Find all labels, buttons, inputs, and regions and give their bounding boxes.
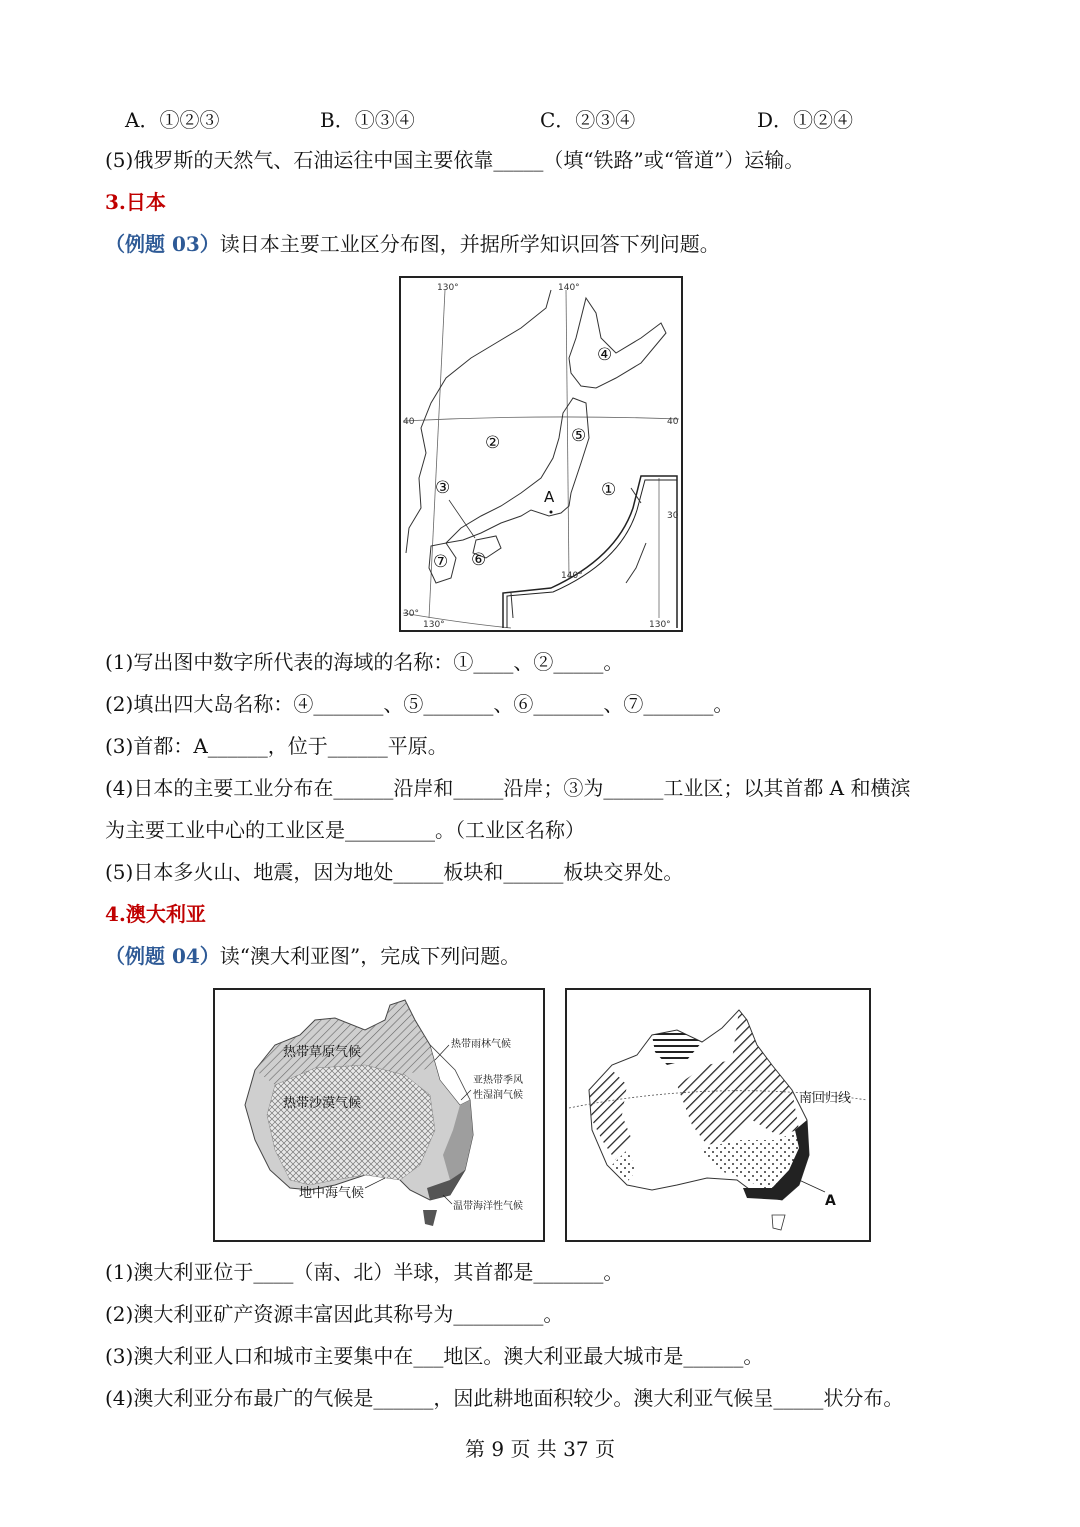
page-footer: 第 9 页 共 37 页 bbox=[465, 1437, 615, 1461]
label-savanna: 热带草原气候 bbox=[283, 1045, 362, 1060]
label-subtropical-1: 亚热带季风 bbox=[473, 1075, 523, 1086]
svg-text:140°: 140° bbox=[558, 283, 580, 293]
svg-text:⑦: ⑦ bbox=[433, 552, 449, 572]
question-russia-5: (5)俄罗斯的天然气、石油运往中国主要依靠_____（填“铁路”或“管道”）运输。 bbox=[105, 148, 805, 172]
label-maritime: 温带海洋性气候 bbox=[453, 1201, 523, 1212]
svg-text:140°: 140° bbox=[561, 571, 583, 581]
svg-text:130°: 130° bbox=[437, 283, 459, 293]
example-text: 读“澳大利亚图”，完成下列问题。 bbox=[219, 944, 521, 968]
section-title-australia: 4.澳大利亚 bbox=[105, 902, 206, 926]
option-a: A．①②③ bbox=[125, 108, 220, 132]
example-tag: （例题 03） bbox=[105, 232, 220, 256]
label-mediterranean: 地中海气候 bbox=[299, 1186, 365, 1201]
svg-text:130°: 130° bbox=[423, 620, 445, 630]
option-c: C．②③④ bbox=[540, 108, 636, 132]
japan-q2: (2)填出四大岛名称：④_______、⑤_______、⑥_______、⑦_______。 bbox=[105, 692, 734, 716]
point-a-label: A bbox=[825, 1193, 836, 1209]
example-tag: （例题 04） bbox=[105, 944, 220, 968]
aus-q3: (3)澳大利亚人口和城市主要集中在___地区。澳大利亚最大城市是______。 bbox=[105, 1344, 764, 1368]
example-03 bbox=[105, 230, 720, 258]
example-04 bbox=[105, 942, 520, 970]
japan-map bbox=[399, 276, 683, 632]
svg-text:⑥: ⑥ bbox=[471, 550, 487, 570]
japan-q4: (4)日本的主要工业分布在______沿岸和_____沿岸；③为______工业区；以其首都 A 和横滨 bbox=[105, 776, 911, 800]
japan-q3: (3)首都：A______，位于______平原。 bbox=[105, 734, 448, 758]
tropic-label: 南回归线 bbox=[799, 1091, 852, 1106]
svg-text:40: 40 bbox=[667, 417, 679, 427]
label-desert: 热带沙漠气候 bbox=[283, 1096, 362, 1111]
svg-text:④: ④ bbox=[597, 345, 613, 365]
svg-text:40: 40 bbox=[403, 417, 415, 427]
svg-text:30: 30 bbox=[667, 511, 679, 521]
aus-q4: (4)澳大利亚分布最广的气候是______，因此耕地面积较少。澳大利亚气候呈_____状分布。 bbox=[105, 1386, 904, 1410]
svg-text:③: ③ bbox=[435, 478, 451, 498]
svg-text:②: ② bbox=[485, 433, 501, 453]
label-subtropical-2: 性湿润气候 bbox=[473, 1090, 523, 1101]
svg-text:30°: 30° bbox=[403, 609, 419, 619]
section-title-japan: 3.日本 bbox=[105, 190, 166, 214]
example-text: 读日本主要工业区分布图，并据所学知识回答下列问题。 bbox=[219, 232, 720, 256]
australia-zone-map bbox=[565, 988, 871, 1242]
label-rainforest: 热带雨林气候 bbox=[451, 1039, 511, 1050]
aus-q2: (2)澳大利亚矿产资源丰富因此其称号为_________。 bbox=[105, 1302, 564, 1326]
australia-climate-map bbox=[213, 988, 545, 1242]
japan-q4-cont: 为主要工业中心的工业区是_________。（工业区名称） bbox=[105, 818, 585, 842]
japan-q1: (1)写出图中数字所代表的海域的名称：①____、②_____。 bbox=[105, 650, 624, 674]
option-d: D．①②④ bbox=[757, 108, 854, 132]
japan-q5: (5)日本多火山、地震，因为地处_____板块和______板块交界处。 bbox=[105, 860, 684, 884]
svg-text:130°: 130° bbox=[649, 620, 671, 630]
svg-text:A: A bbox=[544, 488, 555, 506]
option-b: B．①③④ bbox=[320, 108, 415, 132]
svg-text:①: ① bbox=[601, 480, 617, 500]
aus-q1: (1)澳大利亚位于____（南、北）半球，其首都是_______。 bbox=[105, 1260, 624, 1284]
svg-text:⑤: ⑤ bbox=[571, 426, 587, 446]
